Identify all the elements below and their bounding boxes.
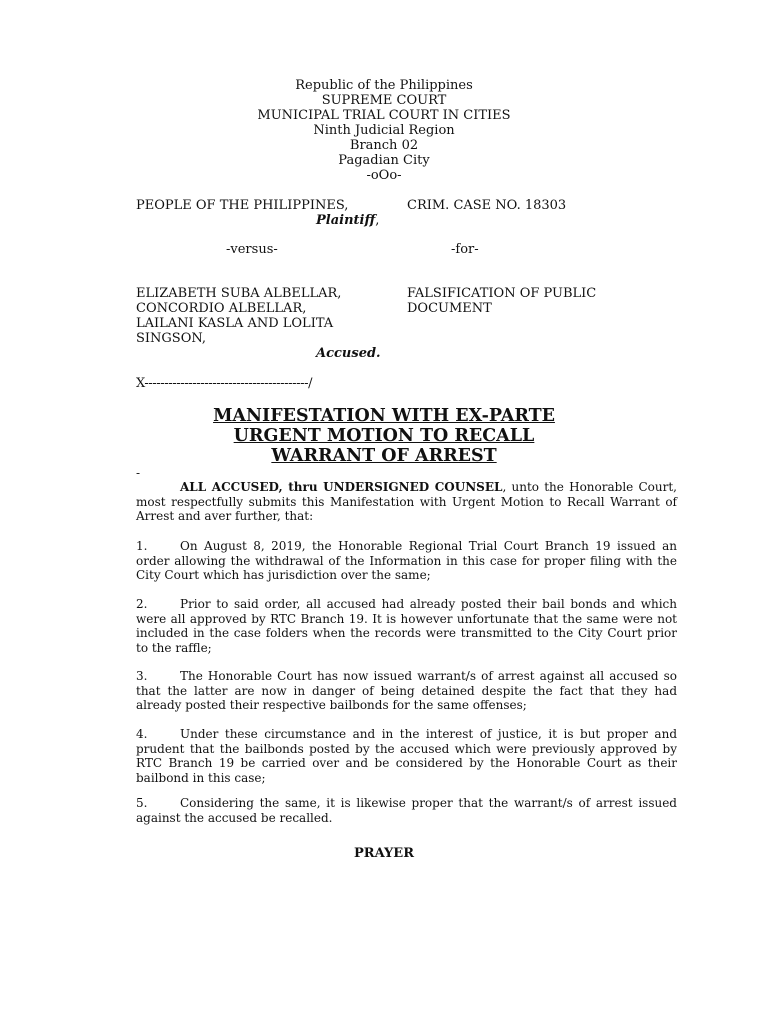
paragraph-4	[136, 727, 677, 785]
paragraph-3	[136, 669, 677, 713]
accused-line-1: ELIZABETH SUBA ALBELLAR,	[136, 286, 342, 301]
accused-line-2: CONCORDIO ALBELLAR,	[136, 301, 307, 316]
paragraph-1-text: On August 8, 2019, the Honorable Regional Trial Court Branch 19 issued an order allowing the withdrawal of the Information in this case for proper filing with the City Court which has jurisdiction over the same;	[136, 539, 677, 582]
caption-branch: Branch 02	[349, 138, 419, 153]
caption-divider: X-----------------------------------------/	[136, 376, 313, 391]
paragraph-2-text: Prior to said order, all accused had already posted their bail bonds and which were all approved by RTC Branch 19. It is however unfortunate that the same were not included in the case folders when the records were transmitted to the City Court prior to the raffle;	[136, 597, 677, 655]
prayer-heading: PRAYER	[353, 846, 414, 861]
plaintiff-role-label: Plaintiff	[316, 213, 376, 228]
paragraph-3-text: The Honorable Court has now issued warrant/s of arrest against all accused so that the latter are now in danger of being detained despite the fact that they had already posted their respective bailbonds for the same offenses;	[136, 669, 677, 712]
paragraph-4-text: Under these circumstance and in the interest of justice, it is but proper and prudent that the bailbonds posted by the accused which were previously approved by RTC Branch 19 be carried over and be considered by the Honorable Court as their bailbond in this case;	[136, 727, 677, 785]
title-line-1: MANIFESTATION WITH EX-PARTE	[213, 406, 555, 426]
offense-line-1: FALSIFICATION OF PUBLIC	[407, 286, 597, 301]
paragraph-5-text: Considering the same, it is likewise proper that the warrant/s of arrest issued against the accused be recalled.	[136, 796, 677, 825]
case-number: CRIM. CASE NO. 18303	[407, 198, 567, 213]
court-caption	[0, 78, 768, 183]
caption-region: Ninth Judicial Region	[313, 123, 455, 138]
caption-city: Pagadian City	[338, 153, 430, 168]
paragraph-1	[136, 539, 677, 583]
caption-ornament: -oOo-	[366, 168, 402, 183]
for-label: -for-	[451, 242, 479, 257]
paragraph-5	[136, 796, 677, 825]
paragraph-5-number: 5.	[136, 796, 148, 810]
intro-bold-text: ALL ACCUSED, thru UNDERSIGNED COUNSEL	[180, 480, 503, 494]
caption-trial-court: MUNICIPAL TRIAL COURT IN CITIES	[257, 108, 511, 123]
title-line-3: WARRANT OF ARREST	[271, 446, 497, 466]
intro-paragraph	[136, 480, 677, 524]
paragraph-4-number: 4.	[136, 727, 148, 741]
intro-text: , unto the Honorable Court, most respectfully submits this Manifestation with Urgent Motion to Recall Warrant of Arrest and aver further, that:	[136, 480, 677, 523]
paragraph-1-number: 1.	[136, 539, 148, 553]
paragraph-3-number: 3.	[136, 669, 148, 683]
accused-names	[136, 286, 341, 346]
caption-republic: Republic of the Philippines	[295, 78, 473, 93]
accused-line-4: SINGSON,	[136, 331, 207, 346]
document-title	[0, 406, 768, 466]
offense-line-2: DOCUMENT	[407, 301, 492, 316]
offense	[407, 286, 596, 316]
versus-label: -versus-	[226, 242, 278, 257]
plaintiff-role-suffix: ,	[375, 213, 380, 228]
plaintiff-name: PEOPLE OF THE PHILIPPINES,	[136, 198, 349, 213]
accused-role: Accused.	[316, 346, 381, 361]
paragraph-2-number: 2.	[136, 597, 148, 611]
paragraph-2	[136, 597, 677, 655]
caption-supreme-court: SUPREME COURT	[321, 93, 447, 108]
accused-line-3: LAILANI KASLA AND LOLITA	[136, 316, 334, 331]
intro-dash: -	[136, 466, 141, 480]
title-line-2: URGENT MOTION TO RECALL	[233, 426, 535, 446]
plaintiff-role	[316, 213, 379, 228]
